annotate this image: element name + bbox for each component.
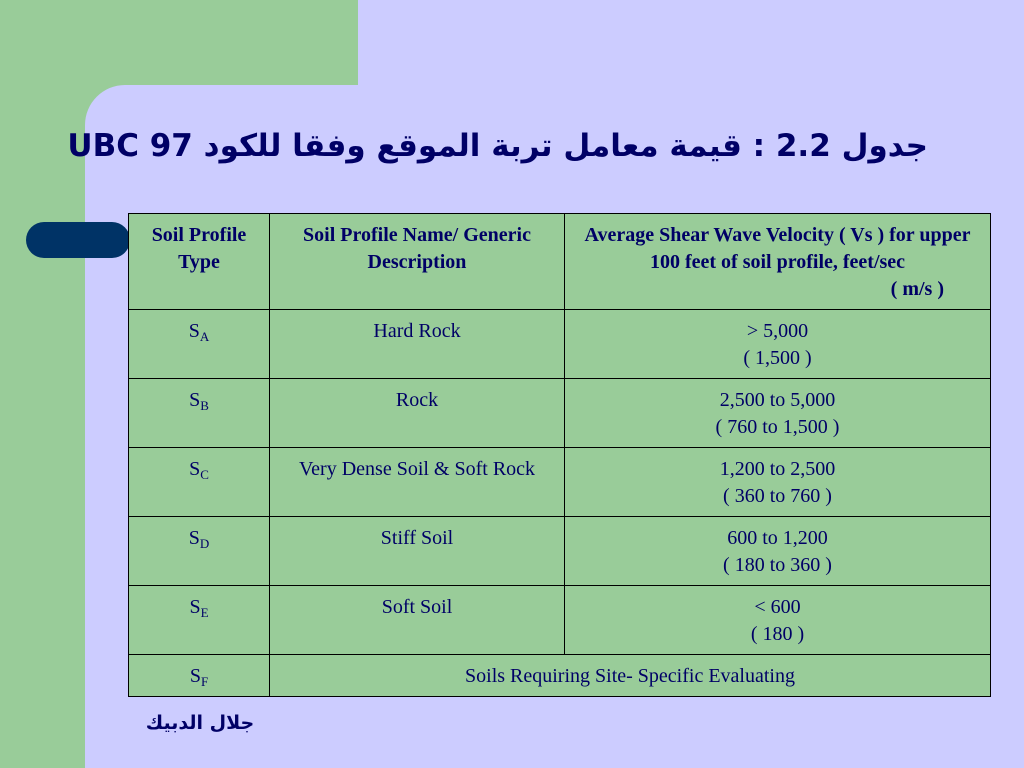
slide-title: جدول 2.2 : قيمة معامل تربة الموقع وفقا للكود UBC 97 <box>67 128 928 164</box>
cell-profile-name: Soft Soil <box>270 586 565 655</box>
cell-profile-type: $S_D$ <box>129 517 270 586</box>
table-row <box>129 517 991 586</box>
cell-site-specific-description: Soils Requiring Site- Specific Evaluating <box>270 655 991 697</box>
cell-profile-type: $S_B$ <box>129 379 270 448</box>
cell-velocity: > 5,000 ( 1,500 ) <box>565 310 991 379</box>
cell-velocity: 600 to 1,200 ( 180 to 360 ) <box>565 517 991 586</box>
cell-profile-name: Hard Rock <box>270 310 565 379</box>
header-velocity-units: ( m/s ) <box>890 278 944 300</box>
cell-velocity: < 600 ( 180 ) <box>565 586 991 655</box>
decor-navy-bar <box>26 222 130 258</box>
cell-profile-name: Rock <box>270 379 565 448</box>
author-name: جلال الدبيك <box>145 712 255 734</box>
header-velocity-text: Average Shear Wave Velocity ( Vs ) for upper 100 feet of soil profile, feet/sec <box>584 224 971 273</box>
header-profile-name: Soil Profile Name/ Generic Description <box>270 214 565 310</box>
cell-profile-name: Stiff Soil <box>270 517 565 586</box>
table-row-last <box>129 655 991 697</box>
table-header-row <box>129 214 991 310</box>
cell-profile-type: $S_C$ <box>129 448 270 517</box>
cell-profile-type: $S_A$ <box>129 310 270 379</box>
decor-green-left-strip <box>0 0 85 768</box>
cell-profile-type: $S_E$ <box>129 586 270 655</box>
table-row <box>129 379 991 448</box>
soil-profile-table <box>128 213 991 697</box>
header-shear-velocity <box>565 214 991 310</box>
table-row <box>129 586 991 655</box>
table-row <box>129 310 991 379</box>
cell-profile-name: Very Dense Soil & Soft Rock <box>270 448 565 517</box>
header-profile-type: Soil Profile Type <box>129 214 270 310</box>
cell-velocity: 2,500 to 5,000 ( 760 to 1,500 ) <box>565 379 991 448</box>
cell-profile-type: $S_F$ <box>129 655 270 697</box>
cell-velocity: 1,200 to 2,500 ( 360 to 760 ) <box>565 448 991 517</box>
table-row <box>129 448 991 517</box>
